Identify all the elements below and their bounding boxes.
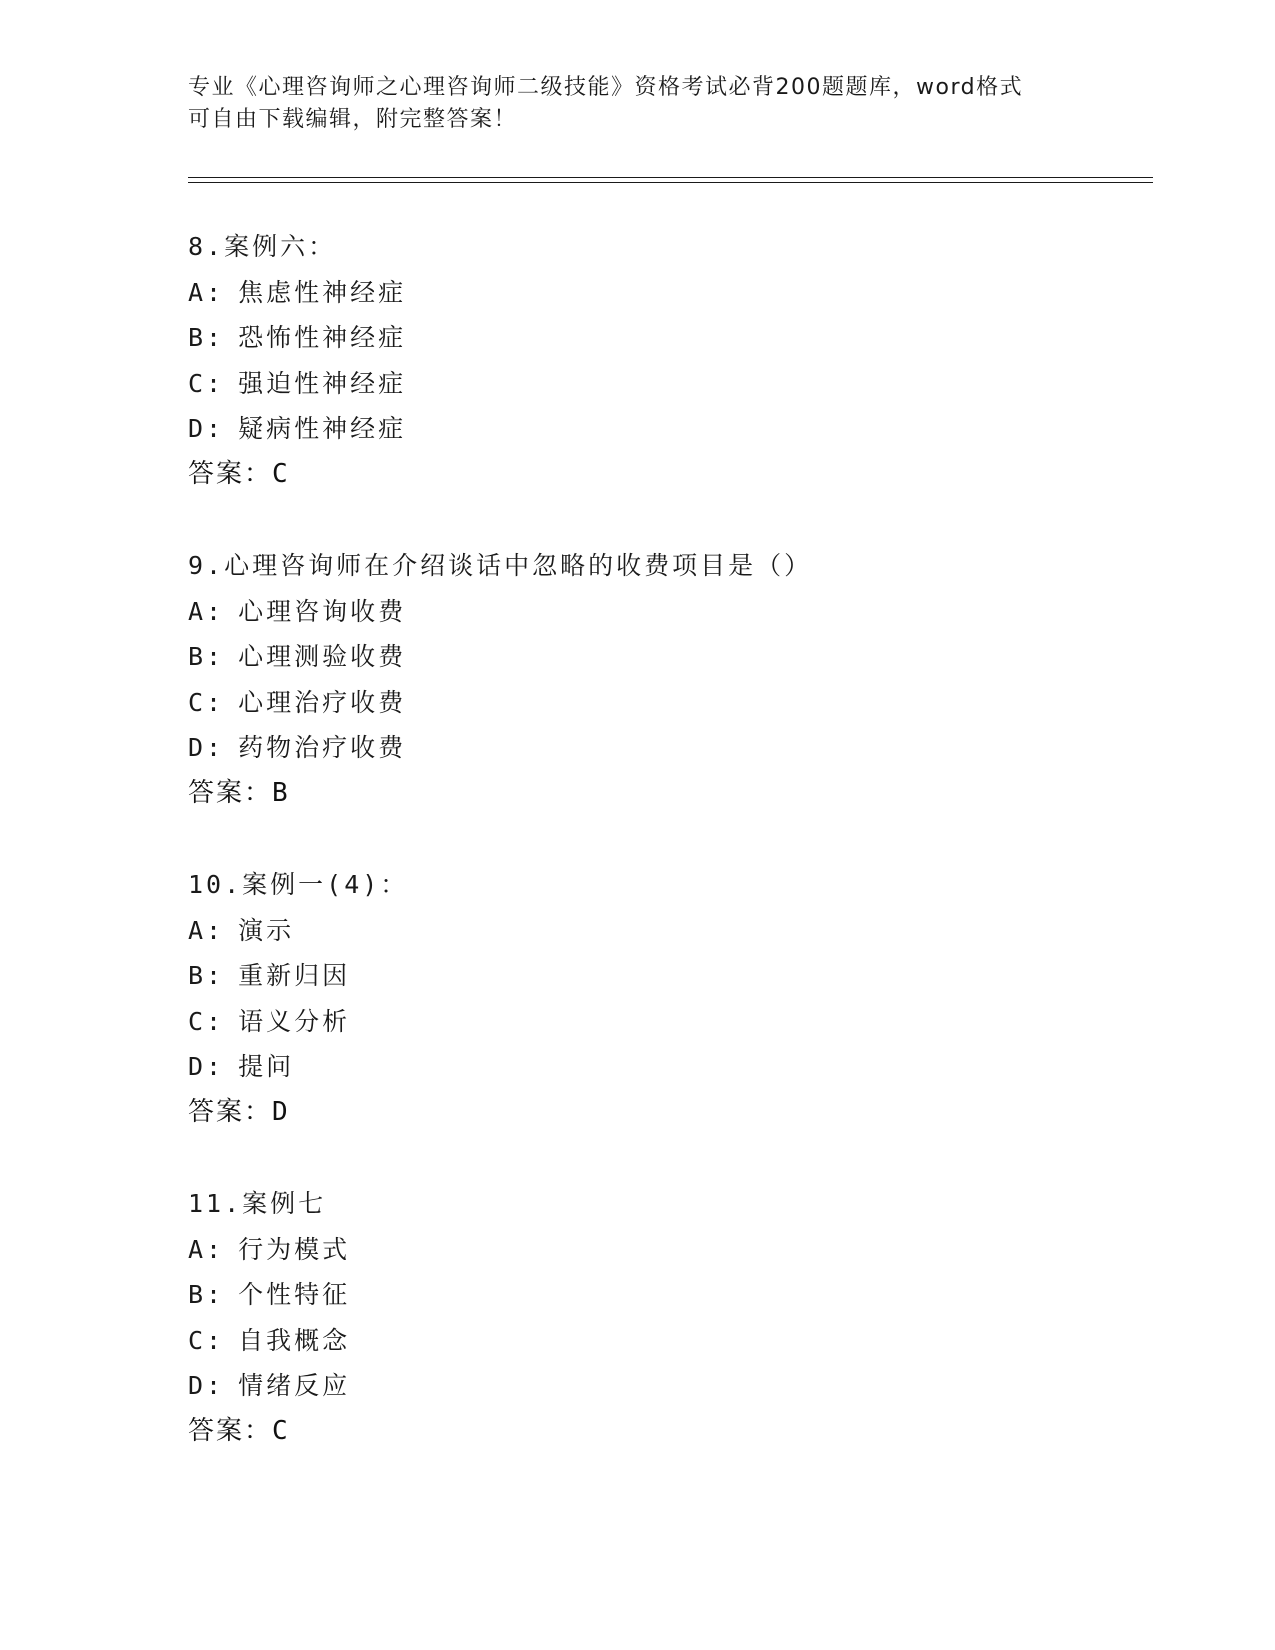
- option-c: [188, 680, 1088, 726]
- option-text: 行为模式: [238, 1234, 351, 1264]
- option-letter: B:: [188, 1280, 225, 1309]
- option-b: [188, 953, 1088, 999]
- option-text: 疑病性神经症: [238, 414, 407, 443]
- option-text: 自我概念: [238, 1325, 351, 1355]
- answer-line: [188, 1409, 1088, 1455]
- option-c: [188, 999, 1088, 1045]
- option-c: [188, 361, 1088, 407]
- option-text: 心理治疗收费: [238, 687, 407, 717]
- option-text: 恐怖性神经症: [238, 323, 407, 352]
- option-letter: A:: [188, 277, 225, 307]
- question-block: [188, 862, 1088, 1135]
- option-letter: B:: [188, 642, 225, 671]
- option-letter: B:: [188, 961, 225, 990]
- option-text: 心理咨询收费: [238, 596, 407, 626]
- question-block: [188, 1181, 1088, 1454]
- option-letter: C:: [188, 368, 225, 398]
- answer-value: C: [272, 1415, 290, 1446]
- option-text: 个性特征: [238, 1280, 351, 1309]
- header-line-1: 专业《心理咨询师之心理咨询师二级技能》资格考试必背200题题库，word格式: [188, 75, 1024, 100]
- option-letter: C:: [188, 687, 225, 717]
- answer-value: B: [272, 777, 290, 808]
- option-b: [188, 1272, 1088, 1318]
- option-letter: A:: [188, 915, 225, 945]
- option-d: [188, 1363, 1088, 1409]
- option-letter: C:: [188, 1006, 225, 1036]
- option-text: 演示: [238, 915, 295, 945]
- option-b: [188, 315, 1088, 361]
- option-d: [188, 725, 1088, 771]
- question-stem: 10.案例一(4)：: [188, 870, 409, 899]
- option-c: [188, 1318, 1088, 1364]
- option-text: 药物治疗收费: [238, 733, 407, 762]
- option-letter: A:: [188, 1234, 225, 1264]
- answer-value: D: [272, 1096, 290, 1127]
- answer-label: 答案：: [188, 777, 273, 808]
- option-letter: B:: [188, 323, 225, 352]
- answer-line: [188, 771, 1088, 817]
- option-letter: D:: [188, 733, 225, 762]
- answer-label: 答案：: [188, 458, 273, 489]
- question-block: [188, 543, 1088, 816]
- option-text: 提问: [238, 1052, 295, 1081]
- header-line-2: 可自由下载编辑，附完整答案！: [188, 107, 518, 132]
- option-letter: D:: [188, 1371, 225, 1400]
- option-letter: D:: [188, 414, 225, 443]
- answer-label: 答案：: [188, 1415, 273, 1446]
- option-text: 语义分析: [238, 1006, 351, 1036]
- option-text: 强迫性神经症: [238, 368, 407, 398]
- option-text: 心理测验收费: [238, 642, 407, 671]
- option-letter: A:: [188, 596, 225, 626]
- question-stem: 8.案例六：: [188, 232, 337, 261]
- header-divider-bottom: [188, 182, 1153, 183]
- option-d: [188, 406, 1088, 452]
- header-divider-top: [188, 177, 1153, 178]
- option-d: [188, 1044, 1088, 1090]
- option-text: 焦虑性神经症: [238, 277, 407, 307]
- answer-line: [188, 452, 1088, 498]
- option-text: 重新归因: [238, 961, 351, 990]
- answer-value: C: [272, 458, 290, 489]
- option-a: [188, 270, 1088, 316]
- answer-label: 答案：: [188, 1096, 273, 1127]
- answer-line: [188, 1090, 1088, 1136]
- option-letter: D:: [188, 1052, 225, 1081]
- option-text: 情绪反应: [238, 1371, 351, 1400]
- document-header: [188, 72, 1068, 136]
- option-a: [188, 908, 1088, 954]
- option-a: [188, 1227, 1088, 1273]
- question-stem: 11.案例七: [188, 1189, 327, 1218]
- option-a: [188, 589, 1088, 635]
- option-letter: C:: [188, 1325, 225, 1355]
- question-block: [188, 224, 1088, 497]
- question-stem: 9.心理咨询师在介绍谈话中忽略的收费项目是（）: [188, 551, 813, 580]
- option-b: [188, 634, 1088, 680]
